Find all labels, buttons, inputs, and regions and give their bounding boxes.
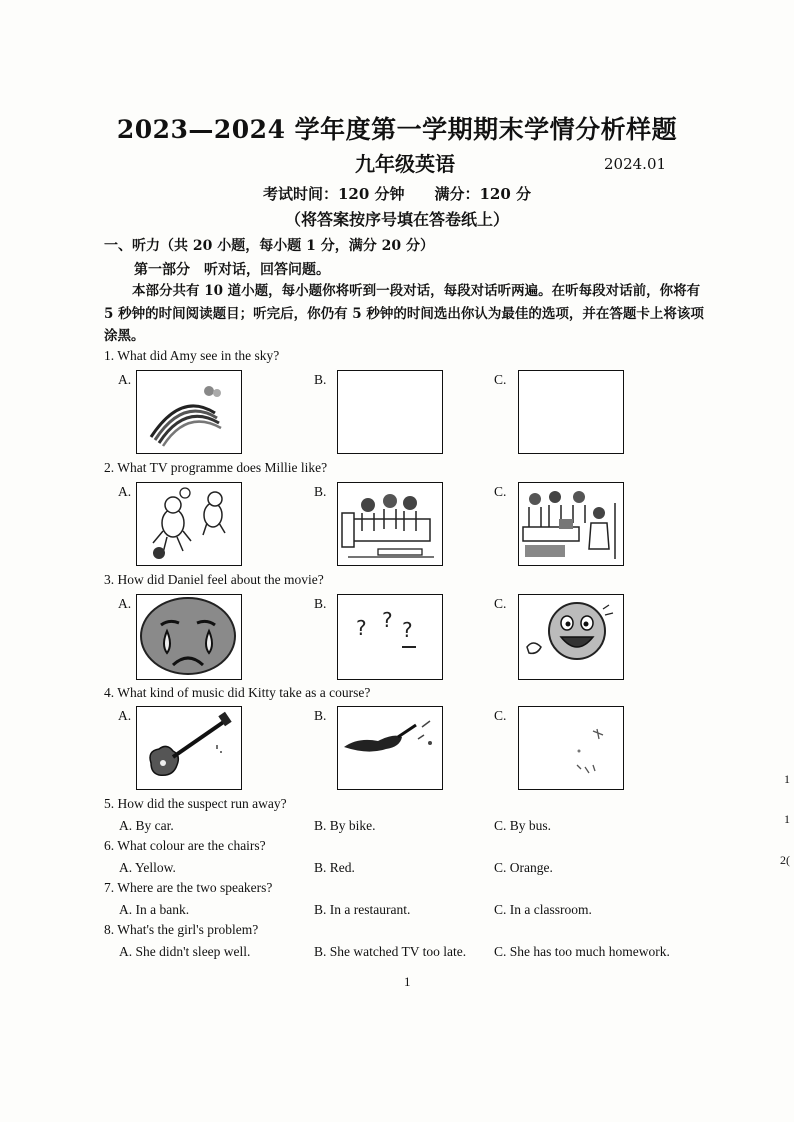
laughing-face-picture[interactable] bbox=[518, 594, 624, 680]
option-label-b: B. bbox=[314, 708, 327, 723]
q8-option-b[interactable]: B. She watched TV too late. bbox=[314, 944, 467, 959]
rainbow-picture[interactable] bbox=[136, 370, 242, 454]
option-label-c: C. bbox=[494, 484, 507, 499]
question-7: 7. Where are the two speakers? bbox=[104, 880, 273, 895]
svg-text:?: ? bbox=[356, 616, 367, 640]
q6-option-b[interactable]: B. Red. bbox=[314, 860, 355, 875]
margin-mark: 1 bbox=[784, 772, 790, 786]
part-title: 第一部分 听对话，回答问题。 bbox=[134, 262, 330, 278]
option-label-a: A. bbox=[118, 372, 132, 387]
option-label-c: C. bbox=[494, 372, 507, 387]
svg-text:?: ? bbox=[402, 618, 413, 642]
margin-mark: 2( bbox=[780, 853, 790, 867]
option-label-b: B. bbox=[314, 484, 327, 499]
question-marks-picture[interactable] bbox=[337, 594, 443, 680]
crying-face-picture[interactable] bbox=[136, 594, 242, 680]
margin-mark: 1 bbox=[784, 812, 790, 826]
cartoon-pigs-picture[interactable] bbox=[136, 482, 242, 566]
q5-option-b[interactable]: B. By bike. bbox=[314, 818, 376, 833]
page-number: 1 bbox=[404, 974, 411, 989]
svg-text:?: ? bbox=[382, 608, 393, 632]
question-3: 3. How did Daniel feel about the movie? bbox=[104, 572, 324, 587]
question-5: 5. How did the suspect run away? bbox=[104, 796, 287, 811]
violin-picture[interactable] bbox=[337, 706, 443, 790]
option-label-b: B. bbox=[314, 372, 327, 387]
blank-picture-c[interactable] bbox=[518, 370, 624, 454]
question-8: 8. What's the girl's problem? bbox=[104, 922, 259, 937]
question-2: 2. What TV programme does Millie like? bbox=[104, 460, 328, 475]
question-6: 6. What colour are the chairs? bbox=[104, 838, 266, 853]
question-1: 1. What did Amy see in the sky? bbox=[104, 348, 280, 363]
question-4: 4. What kind of music did Kitty take as a course? bbox=[104, 685, 371, 700]
news-reporters-picture[interactable] bbox=[518, 482, 624, 566]
q5-option-a[interactable]: A. By car. bbox=[119, 818, 174, 833]
instructions: 本部分共有 10 道小题，每小题你将听到一段对话，每段对话听两遍。在听每段对话前，你将有 5 秒钟的时间阅读题目；听完后，你仍有 5 秒钟的时间选出你认为最佳的选项，并在答题卡上将该项涂黑。 bbox=[104, 283, 704, 344]
q8-option-c[interactable]: C. She has too much homework. bbox=[494, 944, 670, 959]
exam-time-info: 考试时间：120 分钟 满分：120 分 bbox=[262, 185, 532, 203]
q6-option-c[interactable]: C. Orange. bbox=[494, 860, 553, 875]
q7-option-a[interactable]: A. In a bank. bbox=[119, 902, 190, 917]
family-watching-tv-picture[interactable] bbox=[337, 482, 443, 566]
option-label-a: A. bbox=[118, 708, 132, 723]
answer-notice: （将答案按序号填在答卷纸上） bbox=[284, 210, 509, 229]
q6-option-a[interactable]: A. Yellow. bbox=[119, 860, 176, 875]
electric-guitar-picture[interactable] bbox=[136, 706, 242, 790]
section-heading: 一、听力（共 20 小题，每小题 1 分，满分 20 分） bbox=[104, 238, 434, 254]
option-label-c: C. bbox=[494, 596, 507, 611]
subject-title: 九年级英语 bbox=[355, 152, 455, 176]
blank-picture-b[interactable] bbox=[337, 370, 443, 454]
option-label-c: C. bbox=[494, 708, 507, 723]
q5-option-c[interactable]: C. By bus. bbox=[494, 818, 552, 833]
faint-sketch-picture[interactable] bbox=[518, 706, 624, 790]
option-label-a: A. bbox=[118, 596, 132, 611]
q7-option-c[interactable]: C. In a classroom. bbox=[494, 902, 592, 917]
exam-date: 2024.01 bbox=[604, 155, 667, 173]
page-title: 2023—2024 学年度第一学期期末学情分析样题 bbox=[116, 115, 678, 144]
option-label-a: A. bbox=[118, 484, 132, 499]
option-label-b: B. bbox=[314, 596, 327, 611]
q7-option-b[interactable]: B. In a restaurant. bbox=[314, 902, 411, 917]
q8-option-a[interactable]: A. She didn't sleep well. bbox=[119, 944, 251, 959]
